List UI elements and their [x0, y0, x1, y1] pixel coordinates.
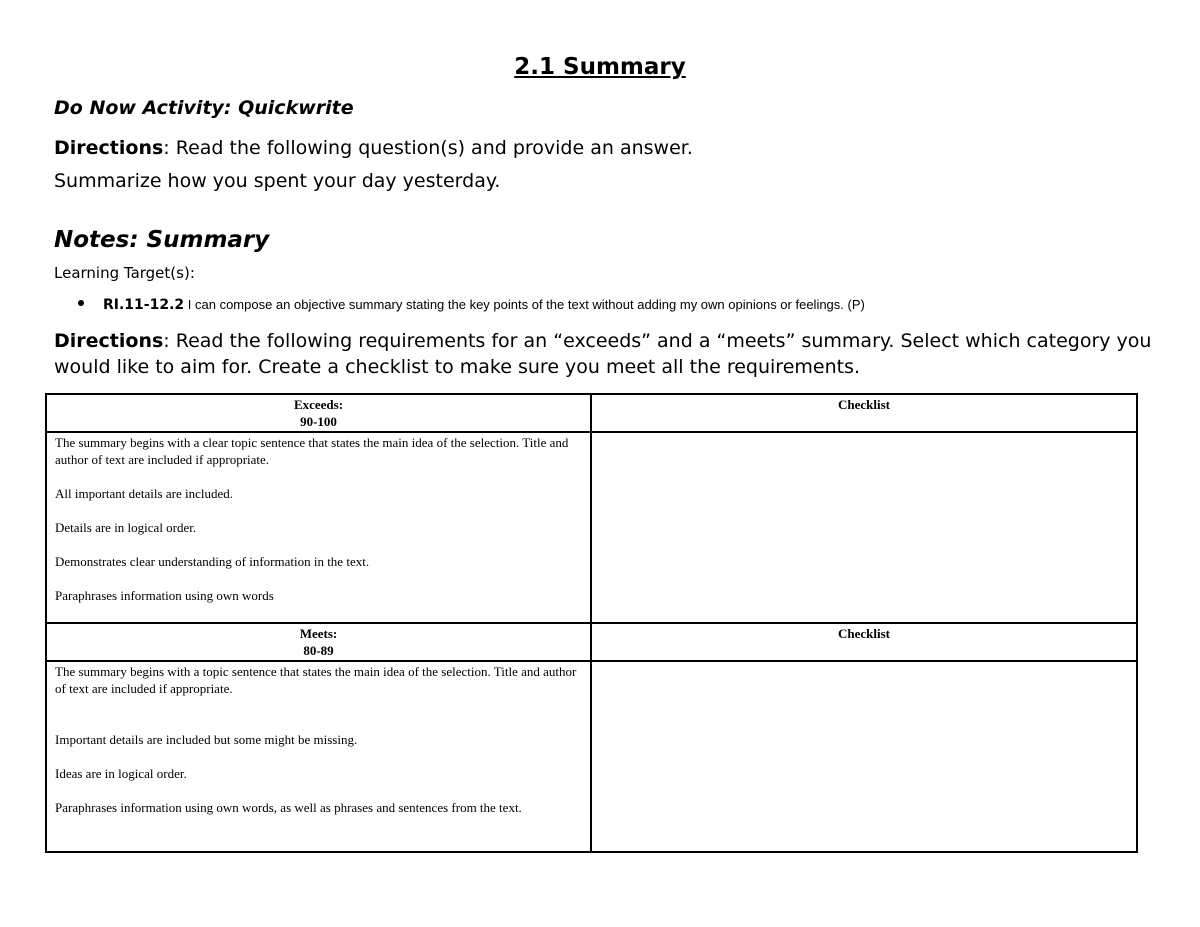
- criteria-item: The summary begins with a clear topic sentence that states the main idea of the selection. Title and author of text are included if appropriate.: [55, 435, 569, 467]
- directions-quickwrite: [54, 137, 693, 159]
- exceeds-criteria: [46, 432, 591, 623]
- meets-label: Meets:: [299, 626, 338, 641]
- do-now-heading: Do Now Activity: Quickwrite: [54, 97, 354, 119]
- exceeds-label: Exceeds:: [293, 397, 344, 412]
- directions-text: : Read the following requirements for an “exceeds” and a “meets” summary. Select which category you would like to aim for. Create a checklist to make sure you meet all the requirements.: [54, 330, 1152, 378]
- exceeds-range: 90-100: [300, 414, 337, 429]
- criteria-item: All important details are included.: [55, 486, 233, 501]
- criteria-item: Details are in logical order.: [55, 520, 197, 535]
- meets-criteria-row: [46, 661, 1137, 852]
- standard-code: RI.11-12.2: [103, 297, 185, 313]
- directions-text: : Read the following question(s) and provide an answer.: [163, 137, 693, 159]
- notes-heading: Notes: Summary: [54, 227, 270, 253]
- criteria-item: Ideas are in logical order.: [55, 766, 187, 781]
- exceeds-checklist-cell[interactable]: [591, 432, 1137, 623]
- criteria-item: Paraphrases information using own words, as well as phrases and sentences from the text.: [55, 800, 522, 815]
- meets-header: [46, 623, 591, 661]
- learning-target-text: I can compose an objective summary stating the key points of the text without adding my own opinions or feelings. (P): [184, 297, 865, 312]
- meets-checklist-cell[interactable]: [591, 661, 1137, 852]
- page-title: 2.1 Summary: [514, 54, 686, 80]
- quickwrite-prompt: Summarize how you spent your day yesterday.: [54, 170, 501, 192]
- criteria-item: Paraphrases information using own words: [55, 588, 274, 603]
- directions-summary: [54, 328, 1154, 380]
- bullet-icon: [78, 300, 84, 306]
- criteria-item: Demonstrates clear understanding of information in the text.: [55, 554, 370, 569]
- exceeds-criteria-row: [46, 432, 1137, 623]
- exceeds-header-row: [46, 394, 1137, 432]
- learning-targets-label: Learning Target(s):: [54, 264, 195, 282]
- rubric-table: [45, 393, 1138, 853]
- criteria-item: The summary begins with a topic sentence that states the main idea of the selection. Title and author of text are included if appropriate.: [55, 664, 577, 696]
- directions-label: Directions: [54, 330, 164, 352]
- exceeds-checklist-header: Checklist: [591, 394, 1137, 432]
- meets-range: 80-89: [303, 643, 334, 658]
- meets-criteria: [46, 661, 591, 852]
- exceeds-header: [46, 394, 591, 432]
- learning-target-item: [78, 297, 865, 313]
- criteria-item: Important details are included but some might be missing.: [55, 732, 358, 747]
- directions-label: Directions: [54, 137, 164, 159]
- meets-checklist-header: Checklist: [591, 623, 1137, 661]
- meets-header-row: [46, 623, 1137, 661]
